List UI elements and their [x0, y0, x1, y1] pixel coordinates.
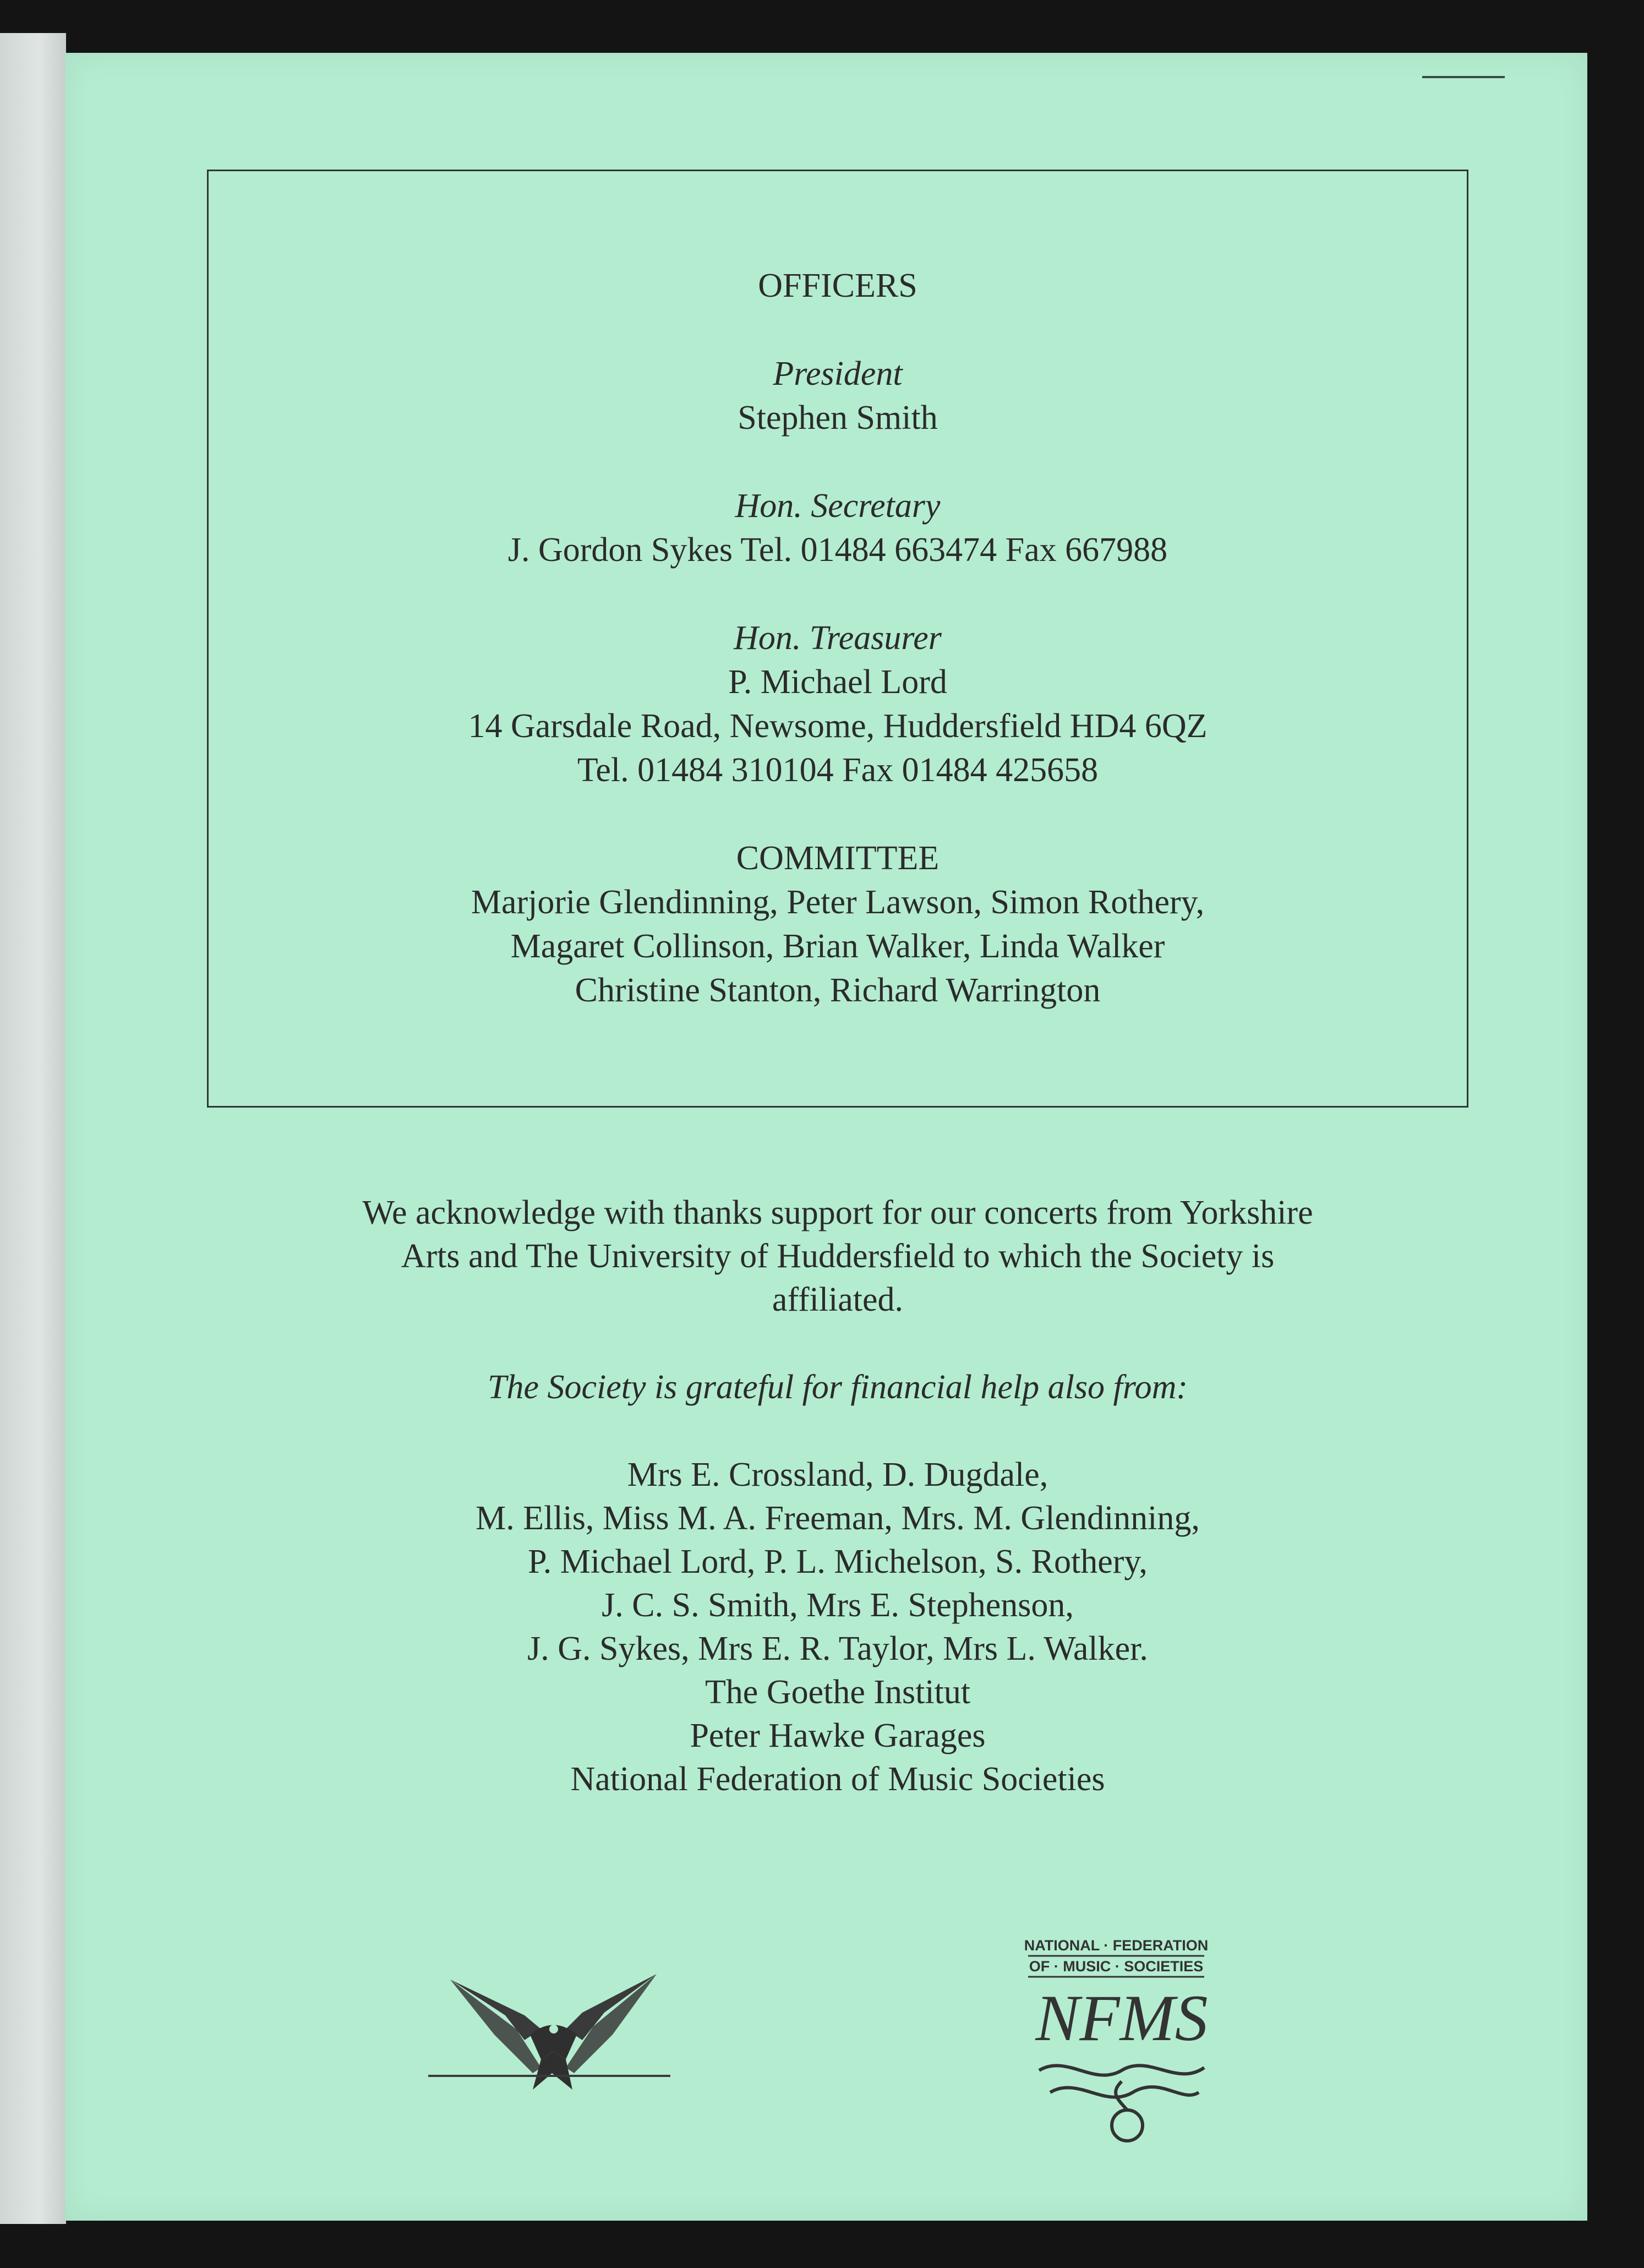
committee-heading: COMMITTEE	[736, 839, 940, 877]
donor-line: The Goethe Institut	[704, 1673, 971, 1711]
acknowledgement-line: Arts and The University of Huddersfield to which the Society is	[401, 1237, 1275, 1275]
donor-line: Peter Hawke Garages	[690, 1717, 986, 1754]
nfms-monogram: NFMS	[1035, 1981, 1208, 2054]
donor-line: M. Ellis, Miss M. A. Freeman, Mrs. M. Glendinning,	[476, 1500, 1200, 1537]
nfms-logo-icon	[1001, 1927, 1232, 2158]
programme-page	[65, 53, 1587, 2221]
nfms-banner-top: NATIONAL · FEDERATION	[1024, 1937, 1209, 1954]
grateful-line: The Society is grateful for financial help also from:	[487, 1369, 1188, 1406]
officers-heading: OFFICERS	[758, 267, 917, 304]
committee-line: Magaret Collinson, Brian Walker, Linda Walker	[510, 928, 1165, 965]
treasurer-role: Hon. Treasurer	[734, 619, 942, 657]
secretary-details: J. Gordon Sykes Tel. 01484 663474 Fax 667988	[507, 531, 1168, 569]
corner-mark	[1422, 76, 1505, 78]
nfms-banner-bottom: OF · MUSIC · SOCIETIES	[1029, 1958, 1204, 1975]
donor-line: J. C. S. Smith, Mrs E. Stephenson,	[602, 1586, 1074, 1624]
bird-emblem-icon	[428, 1963, 681, 2095]
president-name: Stephen Smith	[738, 399, 938, 437]
acknowledgement-section	[207, 1191, 1468, 1801]
president-role: President	[773, 355, 903, 392]
left-page-edge	[0, 33, 66, 2224]
committee-line: Christine Stanton, Richard Warrington	[575, 972, 1101, 1009]
treasurer-contact: Tel. 01484 310104 Fax 01484 425658	[577, 751, 1099, 789]
officers-box	[207, 170, 1468, 1108]
donor-line: J. G. Sykes, Mrs E. R. Taylor, Mrs L. Walker.	[527, 1630, 1148, 1667]
treasurer-name: P. Michael Lord	[728, 663, 947, 701]
treasurer-address: 14 Garsdale Road, Newsome, Huddersfield HD4 6QZ	[468, 707, 1208, 745]
secretary-role: Hon. Secretary	[735, 487, 941, 525]
committee-line: Marjorie Glendinning, Peter Lawson, Simon Rothery,	[471, 884, 1205, 921]
acknowledgement-line: We acknowledge with thanks support for our concerts from Yorkshire	[362, 1194, 1313, 1231]
donor-line: Mrs E. Crossland, D. Dugdale,	[627, 1456, 1048, 1493]
donor-line: National Federation of Music Societies	[570, 1760, 1105, 1798]
donor-line: P. Michael Lord, P. L. Michelson, S. Rothery,	[528, 1543, 1148, 1580]
acknowledgement-line: affiliated.	[772, 1281, 904, 1318]
